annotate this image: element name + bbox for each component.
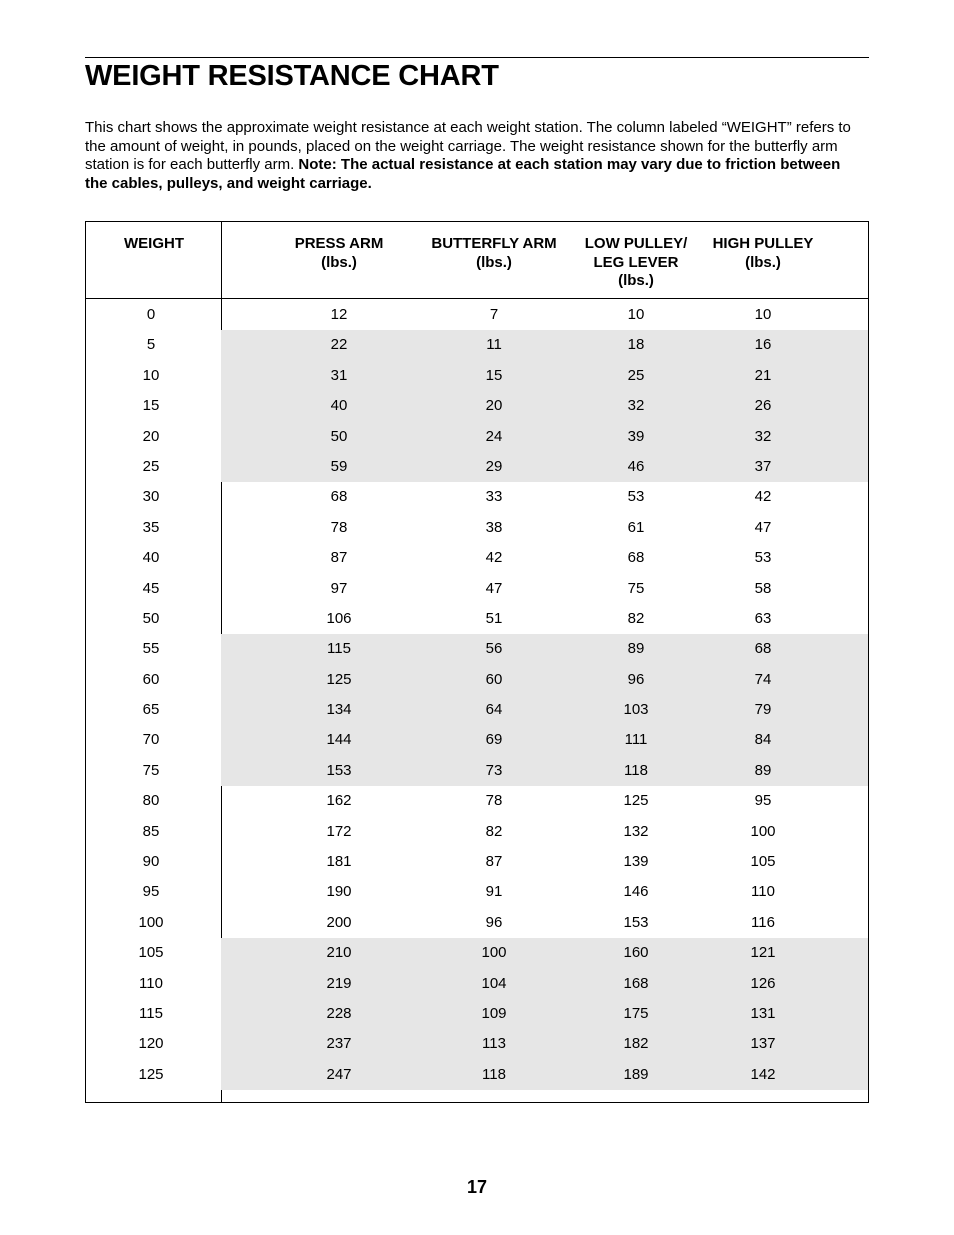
press-arm-cell: 97: [330, 579, 348, 597]
butterfly-arm-cell: 47: [485, 579, 503, 597]
butterfly-arm-cell: 64: [485, 701, 503, 719]
weight-cell: 40: [142, 549, 160, 567]
press-arm-cell: 181: [326, 853, 352, 871]
high-pulley-cell: 89: [754, 761, 772, 779]
row-group: [86, 482, 868, 634]
press-arm-cell: 153: [326, 761, 352, 779]
butterfly-arm-cell: 96: [485, 913, 503, 931]
low-pulley-cell: 96: [627, 670, 645, 688]
weight-cell: 25: [142, 457, 160, 475]
low-pulley-cell: 10: [627, 306, 645, 323]
low-pulley-cell: 89: [627, 640, 645, 658]
high-pulley-cell: 84: [754, 731, 772, 749]
high-pulley-cell: 105: [750, 853, 776, 871]
high-pulley-cell: 58: [754, 579, 772, 597]
row-group: [86, 330, 868, 482]
high-pulley-cell: 137: [750, 1035, 776, 1053]
butterfly-arm-cell: 113: [482, 1035, 506, 1053]
high-pulley-cell: 68: [754, 640, 772, 658]
butterfly-arm-cell: 60: [485, 670, 503, 688]
table-row: [86, 847, 868, 877]
table-row: [86, 725, 868, 755]
header-low-pulley-leg-lever: LOW PULLEY/ LEG LEVER (lbs.): [584, 235, 688, 289]
high-pulley-cell: 110: [751, 883, 775, 901]
table-row: [86, 969, 868, 999]
row-group: [86, 786, 868, 938]
high-pulley-cell: 74: [754, 670, 772, 688]
weight-cell: 0: [146, 306, 156, 323]
press-arm-cell: 190: [326, 883, 352, 901]
high-pulley-cell: 47: [754, 518, 772, 536]
table-row: [86, 330, 868, 360]
high-pulley-cell: 37: [754, 457, 772, 475]
butterfly-arm-cell: 82: [485, 822, 503, 840]
low-pulley-cell: 82: [627, 609, 645, 627]
row-group: [86, 938, 868, 1090]
low-pulley-cell: 46: [627, 457, 645, 475]
butterfly-arm-cell: 69: [485, 731, 503, 749]
weight-cell: 60: [142, 670, 160, 688]
butterfly-arm-cell: 73: [485, 761, 503, 779]
weight-cell: 90: [142, 853, 160, 871]
weight-cell: 20: [142, 427, 160, 445]
high-pulley-cell: 10: [754, 306, 772, 323]
butterfly-arm-cell: 91: [485, 883, 503, 901]
low-pulley-cell: 32: [627, 397, 645, 415]
press-arm-cell: 219: [326, 974, 352, 992]
press-arm-cell: 144: [326, 731, 352, 749]
butterfly-arm-cell: 100: [481, 944, 507, 962]
butterfly-arm-cell: 42: [485, 549, 503, 567]
butterfly-arm-cell: 104: [481, 974, 507, 992]
intro-text: This chart shows the approximate weight resistance at each weight station. The column labeled “WEIGHT” refers to the amount of weight, in pounds, placed on the weight carriage. The weight resistance shown for the butterfly arm station is for each butterfly arm.: [85, 119, 851, 173]
low-pulley-cell: 39: [627, 427, 645, 445]
press-arm-cell: 12: [330, 306, 348, 323]
low-pulley-cell: 25: [627, 366, 645, 384]
press-arm-cell: 172: [326, 822, 352, 840]
press-arm-cell: 162: [326, 792, 352, 810]
weight-cell: 85: [142, 822, 160, 840]
table-row: [86, 999, 868, 1029]
row-group: [86, 300, 868, 330]
high-pulley-cell: 32: [754, 427, 772, 445]
low-pulley-cell: 153: [623, 913, 649, 931]
low-pulley-cell: 18: [627, 336, 645, 354]
page-number: 17: [466, 1177, 488, 1197]
high-pulley-cell: 26: [754, 397, 772, 415]
high-pulley-cell: 131: [750, 1004, 776, 1022]
weight-cell: 30: [142, 488, 160, 506]
weight-cell: 10: [142, 366, 160, 384]
low-pulley-cell: 103: [623, 701, 649, 719]
press-arm-cell: 40: [330, 397, 348, 415]
weight-cell: 120: [138, 1035, 164, 1053]
high-pulley-cell: 95: [754, 792, 772, 810]
press-arm-cell: 134: [326, 701, 352, 719]
low-pulley-cell: 132: [623, 822, 649, 840]
high-pulley-cell: 121: [750, 944, 776, 962]
butterfly-arm-cell: 20: [485, 397, 503, 415]
table-row: [86, 574, 868, 604]
high-pulley-cell: 16: [754, 336, 772, 354]
weight-cell: 100: [138, 913, 164, 931]
table-row: [86, 1060, 868, 1090]
table-row: [86, 300, 868, 330]
weight-cell: 5: [146, 336, 156, 354]
press-arm-cell: 68: [330, 488, 348, 506]
low-pulley-cell: 75: [627, 579, 645, 597]
press-arm-cell: 115: [327, 640, 351, 658]
low-pulley-cell: 189: [623, 1065, 649, 1083]
butterfly-arm-cell: 33: [485, 488, 503, 506]
press-arm-cell: 59: [330, 457, 348, 475]
weight-cell: 50: [142, 609, 160, 627]
table-row: [86, 756, 868, 786]
low-pulley-cell: 61: [627, 518, 645, 536]
table-row: [86, 513, 868, 543]
low-pulley-cell: 175: [623, 1004, 649, 1022]
press-arm-cell: 237: [326, 1035, 352, 1053]
butterfly-arm-cell: 118: [482, 1065, 506, 1083]
weight-cell: 80: [142, 792, 160, 810]
high-pulley-cell: 42: [754, 488, 772, 506]
intro-note: Note: The actual resistance at each station may vary due to friction between the cables, pulleys, and weight carriage.: [85, 156, 841, 192]
butterfly-arm-cell: 109: [481, 1004, 507, 1022]
table-row: [86, 543, 868, 573]
weight-cell: 55: [142, 640, 160, 658]
weight-cell: 45: [142, 579, 160, 597]
low-pulley-cell: 68: [627, 549, 645, 567]
low-pulley-cell: 111: [624, 731, 648, 749]
press-arm-cell: 50: [330, 427, 348, 445]
butterfly-arm-cell: 51: [485, 609, 503, 627]
weight-cell: 35: [142, 518, 160, 536]
high-pulley-cell: 116: [751, 913, 775, 931]
weight-cell: 70: [142, 731, 160, 749]
low-pulley-cell: 146: [623, 883, 649, 901]
table-row: [86, 695, 868, 725]
butterfly-arm-cell: 38: [485, 518, 503, 536]
butterfly-arm-cell: 87: [485, 853, 503, 871]
table-row: [86, 877, 868, 907]
press-arm-cell: 106: [326, 609, 352, 627]
high-pulley-cell: 126: [750, 974, 776, 992]
intro-paragraph: [85, 119, 863, 193]
weight-cell: 65: [142, 701, 160, 719]
header-divider: [86, 298, 868, 299]
press-arm-cell: 31: [330, 366, 348, 384]
high-pulley-cell: 21: [754, 366, 772, 384]
header-weight: WEIGHT: [124, 235, 184, 252]
low-pulley-cell: 168: [623, 974, 649, 992]
header-high-pulley: HIGH PULLEY (lbs.): [712, 235, 814, 271]
table-row: [86, 817, 868, 847]
table-row: [86, 604, 868, 634]
weight-cell: 95: [142, 883, 160, 901]
table-row: [86, 908, 868, 938]
table-row: [86, 634, 868, 664]
press-arm-cell: 247: [326, 1065, 352, 1083]
table-row: [86, 361, 868, 391]
press-arm-cell: 125: [326, 670, 352, 688]
high-pulley-cell: 79: [754, 701, 772, 719]
high-pulley-cell: 63: [754, 609, 772, 627]
low-pulley-cell: 118: [624, 761, 648, 779]
press-arm-cell: 78: [330, 518, 348, 536]
weight-cell: 115: [139, 1004, 163, 1022]
weight-resistance-table: [85, 221, 869, 1103]
low-pulley-cell: 53: [627, 488, 645, 506]
low-pulley-cell: 125: [623, 792, 649, 810]
weight-cell: 125: [138, 1065, 164, 1083]
butterfly-arm-cell: 56: [485, 640, 503, 658]
butterfly-arm-cell: 24: [485, 427, 503, 445]
row-group: [86, 634, 868, 786]
press-arm-cell: 200: [326, 913, 352, 931]
table-row: [86, 938, 868, 968]
low-pulley-cell: 160: [623, 944, 649, 962]
press-arm-cell: 210: [326, 944, 352, 962]
low-pulley-cell: 139: [623, 853, 649, 871]
butterfly-arm-cell: 11: [486, 336, 502, 354]
press-arm-cell: 87: [330, 549, 348, 567]
table-row: [86, 665, 868, 695]
weight-cell: 105: [138, 944, 164, 962]
weight-cell: 75: [142, 761, 160, 779]
press-arm-cell: 22: [330, 336, 348, 354]
table-row: [86, 452, 868, 482]
table-row: [86, 786, 868, 816]
high-pulley-cell: 142: [750, 1065, 776, 1083]
table-row: [86, 482, 868, 512]
table-body: [86, 300, 868, 1090]
butterfly-arm-cell: 29: [485, 457, 503, 475]
press-arm-cell: 228: [326, 1004, 352, 1022]
high-pulley-cell: 100: [750, 822, 776, 840]
table-row: [86, 422, 868, 452]
butterfly-arm-cell: 7: [489, 306, 499, 323]
low-pulley-cell: 182: [623, 1035, 649, 1053]
weight-cell: 110: [139, 974, 163, 992]
header-butterfly-arm: BUTTERFLY ARM (lbs.): [431, 235, 557, 271]
header-press-arm: PRESS ARM (lbs.): [294, 235, 384, 271]
butterfly-arm-cell: 78: [485, 792, 503, 810]
page-title: WEIGHT RESISTANCE CHART: [85, 60, 499, 92]
table-row: [86, 391, 868, 421]
weight-cell: 15: [142, 397, 160, 415]
butterfly-arm-cell: 15: [485, 366, 503, 384]
high-pulley-cell: 53: [754, 549, 772, 567]
table-row: [86, 1029, 868, 1059]
